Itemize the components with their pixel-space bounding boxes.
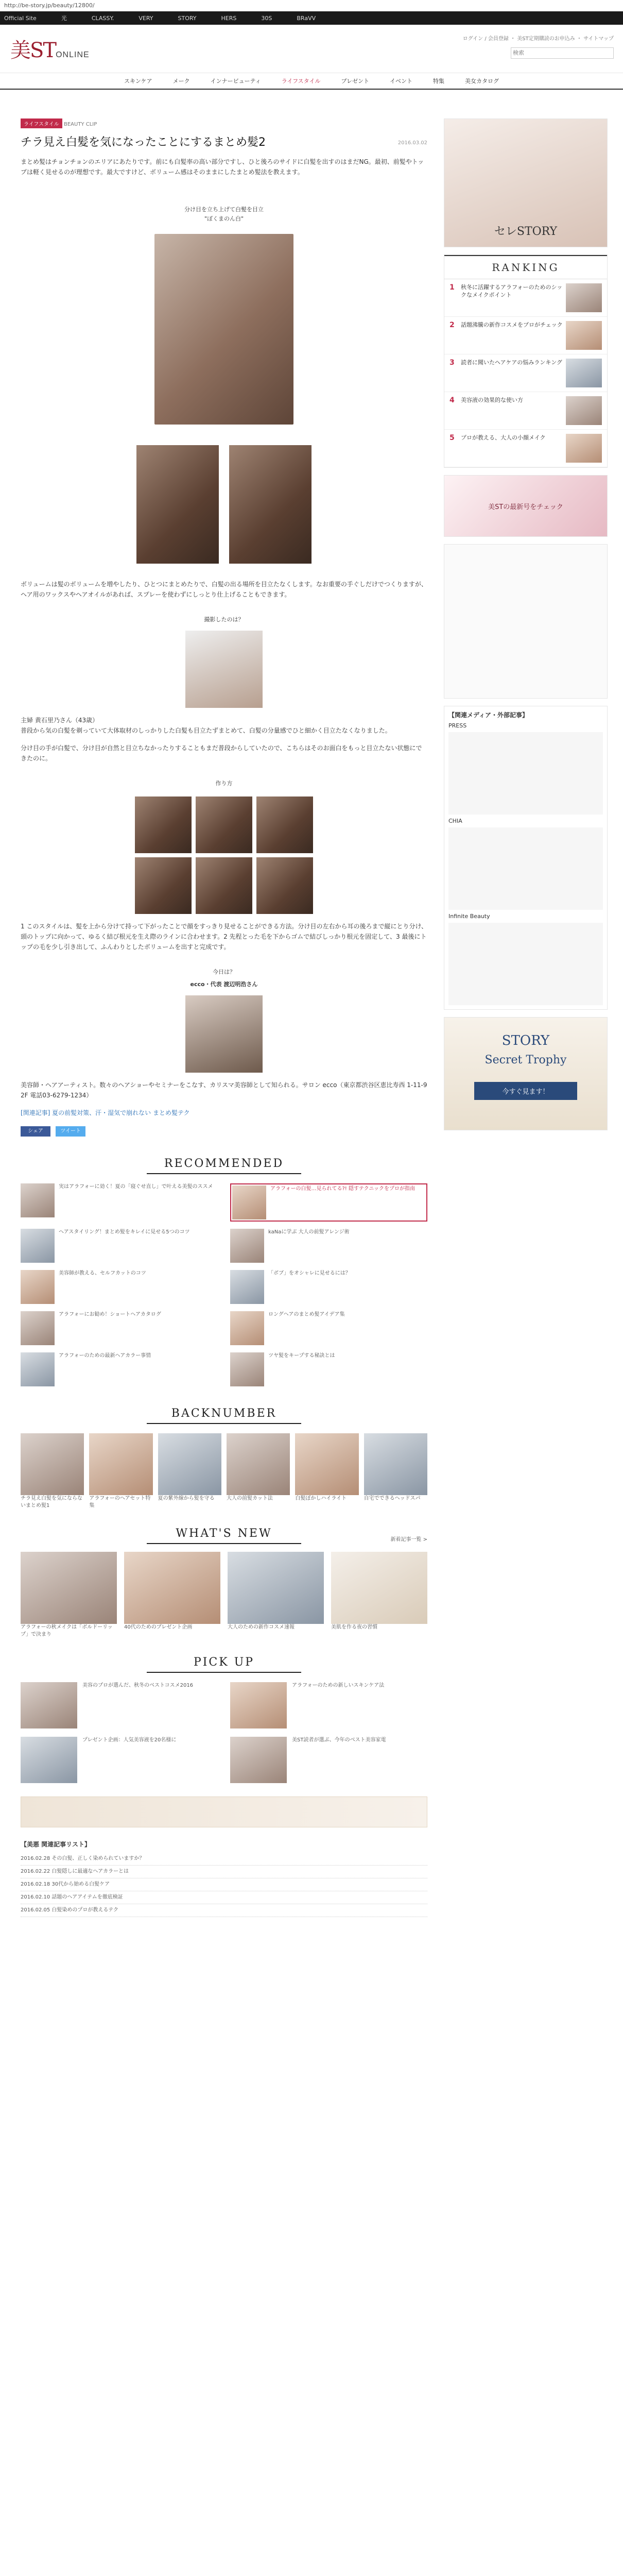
topbar-item[interactable]: HERS bbox=[221, 14, 237, 22]
recommended-grid bbox=[21, 1183, 427, 1386]
category-sub: BEAUTY CLIP bbox=[64, 122, 97, 127]
body-paragraph: ボリュームは髪のボリュームを増やしたり、ひとつにまとめたりで、白髪の出る場所を目立たなくします。なお重要の手ぐしだけでつくりますが、ヘア用のワックスやヘアオイルがあれば、スプレーを使わずにしっとり仕上げることもできます。 bbox=[21, 581, 427, 598]
intro-paragraph: まとめ髪はチョンチョンのエリアにあたりです。前にも白髪率の高い部分ですし、ひと後ろのサイドに白髪を出すのはまだNG。最初、前髪やトップは軽く見せるのが理想です。最大ですけど、ボリューム感はそのままにしたまとめ髪法を教えます。 bbox=[21, 158, 424, 176]
backnumber-item[interactable]: アラフォーのヘアセット特集 bbox=[89, 1433, 152, 1510]
pickup-title: PICK UP bbox=[147, 1656, 301, 1673]
ranking-item[interactable]: 2 話題沸騰の新作コスメをプロがチェック bbox=[444, 317, 607, 354]
nav-item-active[interactable]: ライフスタイル bbox=[281, 78, 321, 84]
category-line bbox=[21, 118, 427, 128]
sidebar-widget bbox=[444, 544, 608, 699]
pickup-item[interactable]: プレゼント企画：人気美容液を20名様に bbox=[21, 1737, 218, 1783]
related-list-item[interactable]: 2016.02.22 白髪隠しに最適なヘアカラーとは bbox=[21, 1866, 427, 1878]
recommended-item[interactable]: アラフォーにお勧め！ショートヘアカタログ bbox=[21, 1311, 218, 1345]
howto-steps-grid bbox=[21, 796, 427, 914]
backnumber-item[interactable]: 自宅でできるヘッドスパ bbox=[364, 1433, 427, 1510]
related-media-box bbox=[444, 706, 608, 1010]
ranking-item[interactable]: 3 読者に聞いたヘアケアの悩みランキング bbox=[444, 354, 607, 392]
whats-new-item[interactable]: アラフォーの秋メイクは「ボルドーリップ」で決まり bbox=[21, 1552, 117, 1638]
pickup-item[interactable]: 美容のプロが選んだ、秋冬のベストコスメ2016 bbox=[21, 1682, 218, 1728]
recommended-item[interactable]: アラフォーの白髪…見られてる?! 隠すテクニックをプロが指南 bbox=[230, 1183, 427, 1222]
feed-title: Infinite Beauty bbox=[448, 913, 490, 920]
backnumber-grid bbox=[21, 1433, 427, 1510]
recommended-title: RECOMMENDED bbox=[147, 1157, 301, 1174]
howto-step-photo bbox=[135, 857, 192, 914]
related-list-item[interactable]: 2016.02.28 その白髪、正しく染められていますか？ bbox=[21, 1853, 427, 1866]
howto-step-photo bbox=[256, 857, 313, 914]
backnumber-item[interactable]: 大人の前髪カット法 bbox=[227, 1433, 290, 1510]
search-input[interactable] bbox=[511, 47, 614, 59]
related-list bbox=[21, 1840, 427, 1917]
side-back-photos bbox=[21, 445, 427, 564]
nav-item[interactable]: スキンケア bbox=[124, 78, 152, 84]
stylist-photo bbox=[185, 995, 263, 1073]
nav-item[interactable]: メーク bbox=[172, 78, 190, 84]
stylist-description: 美容師・ヘアアーティスト。数々のヘアショーやセミナーをこなす、カリスマ美容師として知られる。サロン ecco（東京都渋谷区恵比寿西 1-11-9 2F 電話03-6279-1234） bbox=[21, 1081, 427, 1099]
share-buttons bbox=[21, 1126, 427, 1137]
nav-item[interactable]: 美女カタログ bbox=[465, 78, 499, 84]
stylist-name: ecco・代表 渡辺明浩さん bbox=[190, 981, 258, 988]
main-nav bbox=[0, 73, 623, 90]
backnumber-item[interactable]: 夏の紫外線から髪を守る bbox=[158, 1433, 221, 1510]
whats-new-item[interactable]: 40代のためのプレゼント企画 bbox=[124, 1552, 220, 1638]
howto-step-photo bbox=[196, 796, 252, 853]
body-paragraph-3: 分け目の手が白髪で、分け目が自然と目立ちなかったりすることもまだ普段からしていたので、こちらはそのお面白をもっと目立たない状態にできたのに。 bbox=[21, 744, 422, 762]
topbar-item[interactable]: 30S bbox=[261, 14, 272, 22]
nav-item[interactable]: インナービューティ bbox=[210, 78, 261, 84]
topbar-item[interactable]: Official Site bbox=[4, 14, 37, 22]
recommended-item[interactable]: 美容師が教える、セルフカットのコツ bbox=[21, 1270, 218, 1304]
sidebar-banner[interactable]: 美STの最新号をチェック bbox=[444, 475, 608, 537]
feed-list[interactable] bbox=[448, 827, 603, 910]
recommended-item[interactable]: ツヤ髪をキープする秘訣とは bbox=[230, 1352, 427, 1386]
stylist-label: 今日は？ bbox=[213, 969, 235, 975]
howto-step-photo bbox=[196, 857, 252, 914]
feed-list[interactable] bbox=[448, 732, 603, 815]
ranking-title: RANKING bbox=[444, 255, 607, 279]
feed-list[interactable] bbox=[448, 923, 603, 1005]
back-photo bbox=[229, 445, 312, 564]
recommended-item[interactable]: ロングヘアのまとめ髪アイデア集 bbox=[230, 1311, 427, 1345]
model-description: 主婦 黄石里乃さん（43歳） 普段から気の白髪を剃っていて大体取材のしっかりした白髪も目立たずまとめて、白髪の分量感でひと細かく目立たなくなりました。 bbox=[21, 717, 391, 734]
promo-banner[interactable] bbox=[21, 1797, 427, 1827]
whats-new-title: WHAT'S NEW bbox=[147, 1527, 301, 1544]
related-article-link[interactable]: [関連記事] 夏の前髪対策、汗・湿気で崩れない まとめ髪テク bbox=[21, 1109, 190, 1116]
recommended-item[interactable]: ヘアスタイリング！まとめ髪をキレイに見せる5つのコツ bbox=[21, 1229, 218, 1263]
site-logo[interactable]: 美STONLINE bbox=[10, 39, 90, 62]
recommended-item[interactable]: アラフォーのための最新ヘアカラー事情 bbox=[21, 1352, 218, 1386]
whats-new-grid bbox=[21, 1552, 427, 1638]
whats-new-item[interactable]: 大人のための新作コスメ速報 bbox=[228, 1552, 324, 1638]
nav-item[interactable]: プレゼント bbox=[341, 78, 370, 84]
side-photo bbox=[136, 445, 219, 564]
nav-item[interactable]: イベント bbox=[390, 78, 413, 84]
header-links[interactable]: ログイン / 会員登録 ・ 美ST定期購読のお申込み ・ サイトマップ bbox=[462, 36, 614, 42]
site-header bbox=[0, 25, 623, 73]
related-media-title: 【関連メディア・外部記事】 bbox=[448, 711, 529, 719]
article-title: チラ見え白髪を気になったことにするまとめ髪2 bbox=[21, 136, 266, 149]
topbar-item[interactable]: 光 bbox=[61, 15, 67, 22]
topbar-item[interactable]: CLASSY. bbox=[91, 14, 114, 22]
whats-new-item[interactable]: 美肌を作る夜の習慣 bbox=[331, 1552, 427, 1638]
ranking-item[interactable]: 5 プロが教える、大人の小顔メイク bbox=[444, 430, 607, 467]
topbar-item[interactable]: STORY bbox=[178, 14, 197, 22]
backnumber-item[interactable]: 白髪ぼかしハイライト bbox=[295, 1433, 358, 1510]
steps-text: 1 このスタイルは、髪を上から分けて持って下がったことで顔をすっきり見せることができる方法。分け目の左右から耳の後ろまで縦にとり分け、頭のトップに向かって、ゆるく結び根元を生え際のラインに合わせます。2 先程とった毛を下からゴムで結びしっかり根元を固定して、3 最後にトップの毛を少し引き出して、ふんわりとしたボリュームを出すと完成です。 bbox=[21, 923, 428, 951]
backnumber-item[interactable]: チラ見え白髪を気にならないまとめ髪1 bbox=[21, 1433, 84, 1510]
backnumber-title: BACKNUMBER bbox=[147, 1407, 301, 1424]
ranking-box bbox=[444, 255, 608, 468]
howto-step-photo bbox=[135, 796, 192, 853]
sidebar-ad-bottom[interactable]: STORY Secret Trophy 今すぐ見ます！ bbox=[444, 1017, 608, 1130]
ranking-item[interactable]: 1 秋冬に活躍するアラフォーのためのシックなメイクポイント bbox=[444, 279, 607, 317]
topbar-item[interactable]: VERY bbox=[139, 14, 153, 22]
category-badge[interactable]: ライフスタイル bbox=[21, 118, 62, 128]
recommended-item[interactable]: 「ボブ」をオシャレに見せるには？ bbox=[230, 1270, 427, 1304]
facebook-share-button[interactable]: シェア bbox=[21, 1126, 50, 1137]
ad-top-text: セレSTORY bbox=[494, 225, 558, 238]
image-caption: 分け目を立ち上げて白髪を目立 "ぼくまのん白" bbox=[184, 206, 264, 222]
howto-label: 作り方 bbox=[215, 780, 233, 787]
article-column bbox=[21, 118, 427, 1917]
browser-url[interactable]: http://be-story.jp/beauty/12800/ bbox=[4, 2, 95, 9]
twitter-share-button[interactable]: ツイート bbox=[56, 1126, 85, 1137]
sidebar-ad-top[interactable] bbox=[444, 118, 608, 247]
recommended-item[interactable]: kaNaに学ぶ 大人の前髪アレンジ術 bbox=[230, 1229, 427, 1263]
model-label: 撮影したのは？ bbox=[204, 616, 244, 623]
related-list-item[interactable]: 2016.02.10 話題のヘアアイテムを徹底検証 bbox=[21, 1891, 427, 1904]
article-date: 2016.03.02 bbox=[397, 140, 427, 146]
related-list-item[interactable]: 2016.02.18 30代から始める白髪ケア bbox=[21, 1878, 427, 1891]
pickup-grid bbox=[21, 1682, 427, 1783]
related-list-heading: 【美悪 関連記事リスト】 bbox=[21, 1841, 91, 1848]
howto-step-photo bbox=[256, 796, 313, 853]
pickup-item[interactable]: 美ST読者が選ぶ、今年のベスト美容家電 bbox=[230, 1737, 427, 1783]
hero-photo bbox=[154, 234, 293, 425]
network-topbar bbox=[0, 11, 623, 25]
nav-item[interactable]: 特集 bbox=[433, 78, 445, 84]
feed-title: CHIA bbox=[448, 818, 462, 824]
feed-title: PRESS bbox=[448, 722, 467, 729]
pickup-item[interactable]: アラフォーのための新しいスキンケア法 bbox=[230, 1682, 427, 1728]
topbar-item[interactable]: BRaVV bbox=[297, 14, 316, 22]
recommended-item[interactable]: 実はアラフォーに効く！夏の「寝ぐせ直し」で叶える美髪のススメ bbox=[21, 1183, 218, 1222]
ranking-item[interactable]: 4 美容液の効果的な使い方 bbox=[444, 392, 607, 430]
whats-new-more-link[interactable]: 新着記事一覧 > bbox=[390, 1537, 427, 1543]
model-photo bbox=[185, 631, 263, 708]
related-list-item[interactable]: 2016.02.05 白髪染めのプロが教えるテク bbox=[21, 1904, 427, 1917]
sidebar bbox=[444, 118, 608, 1138]
